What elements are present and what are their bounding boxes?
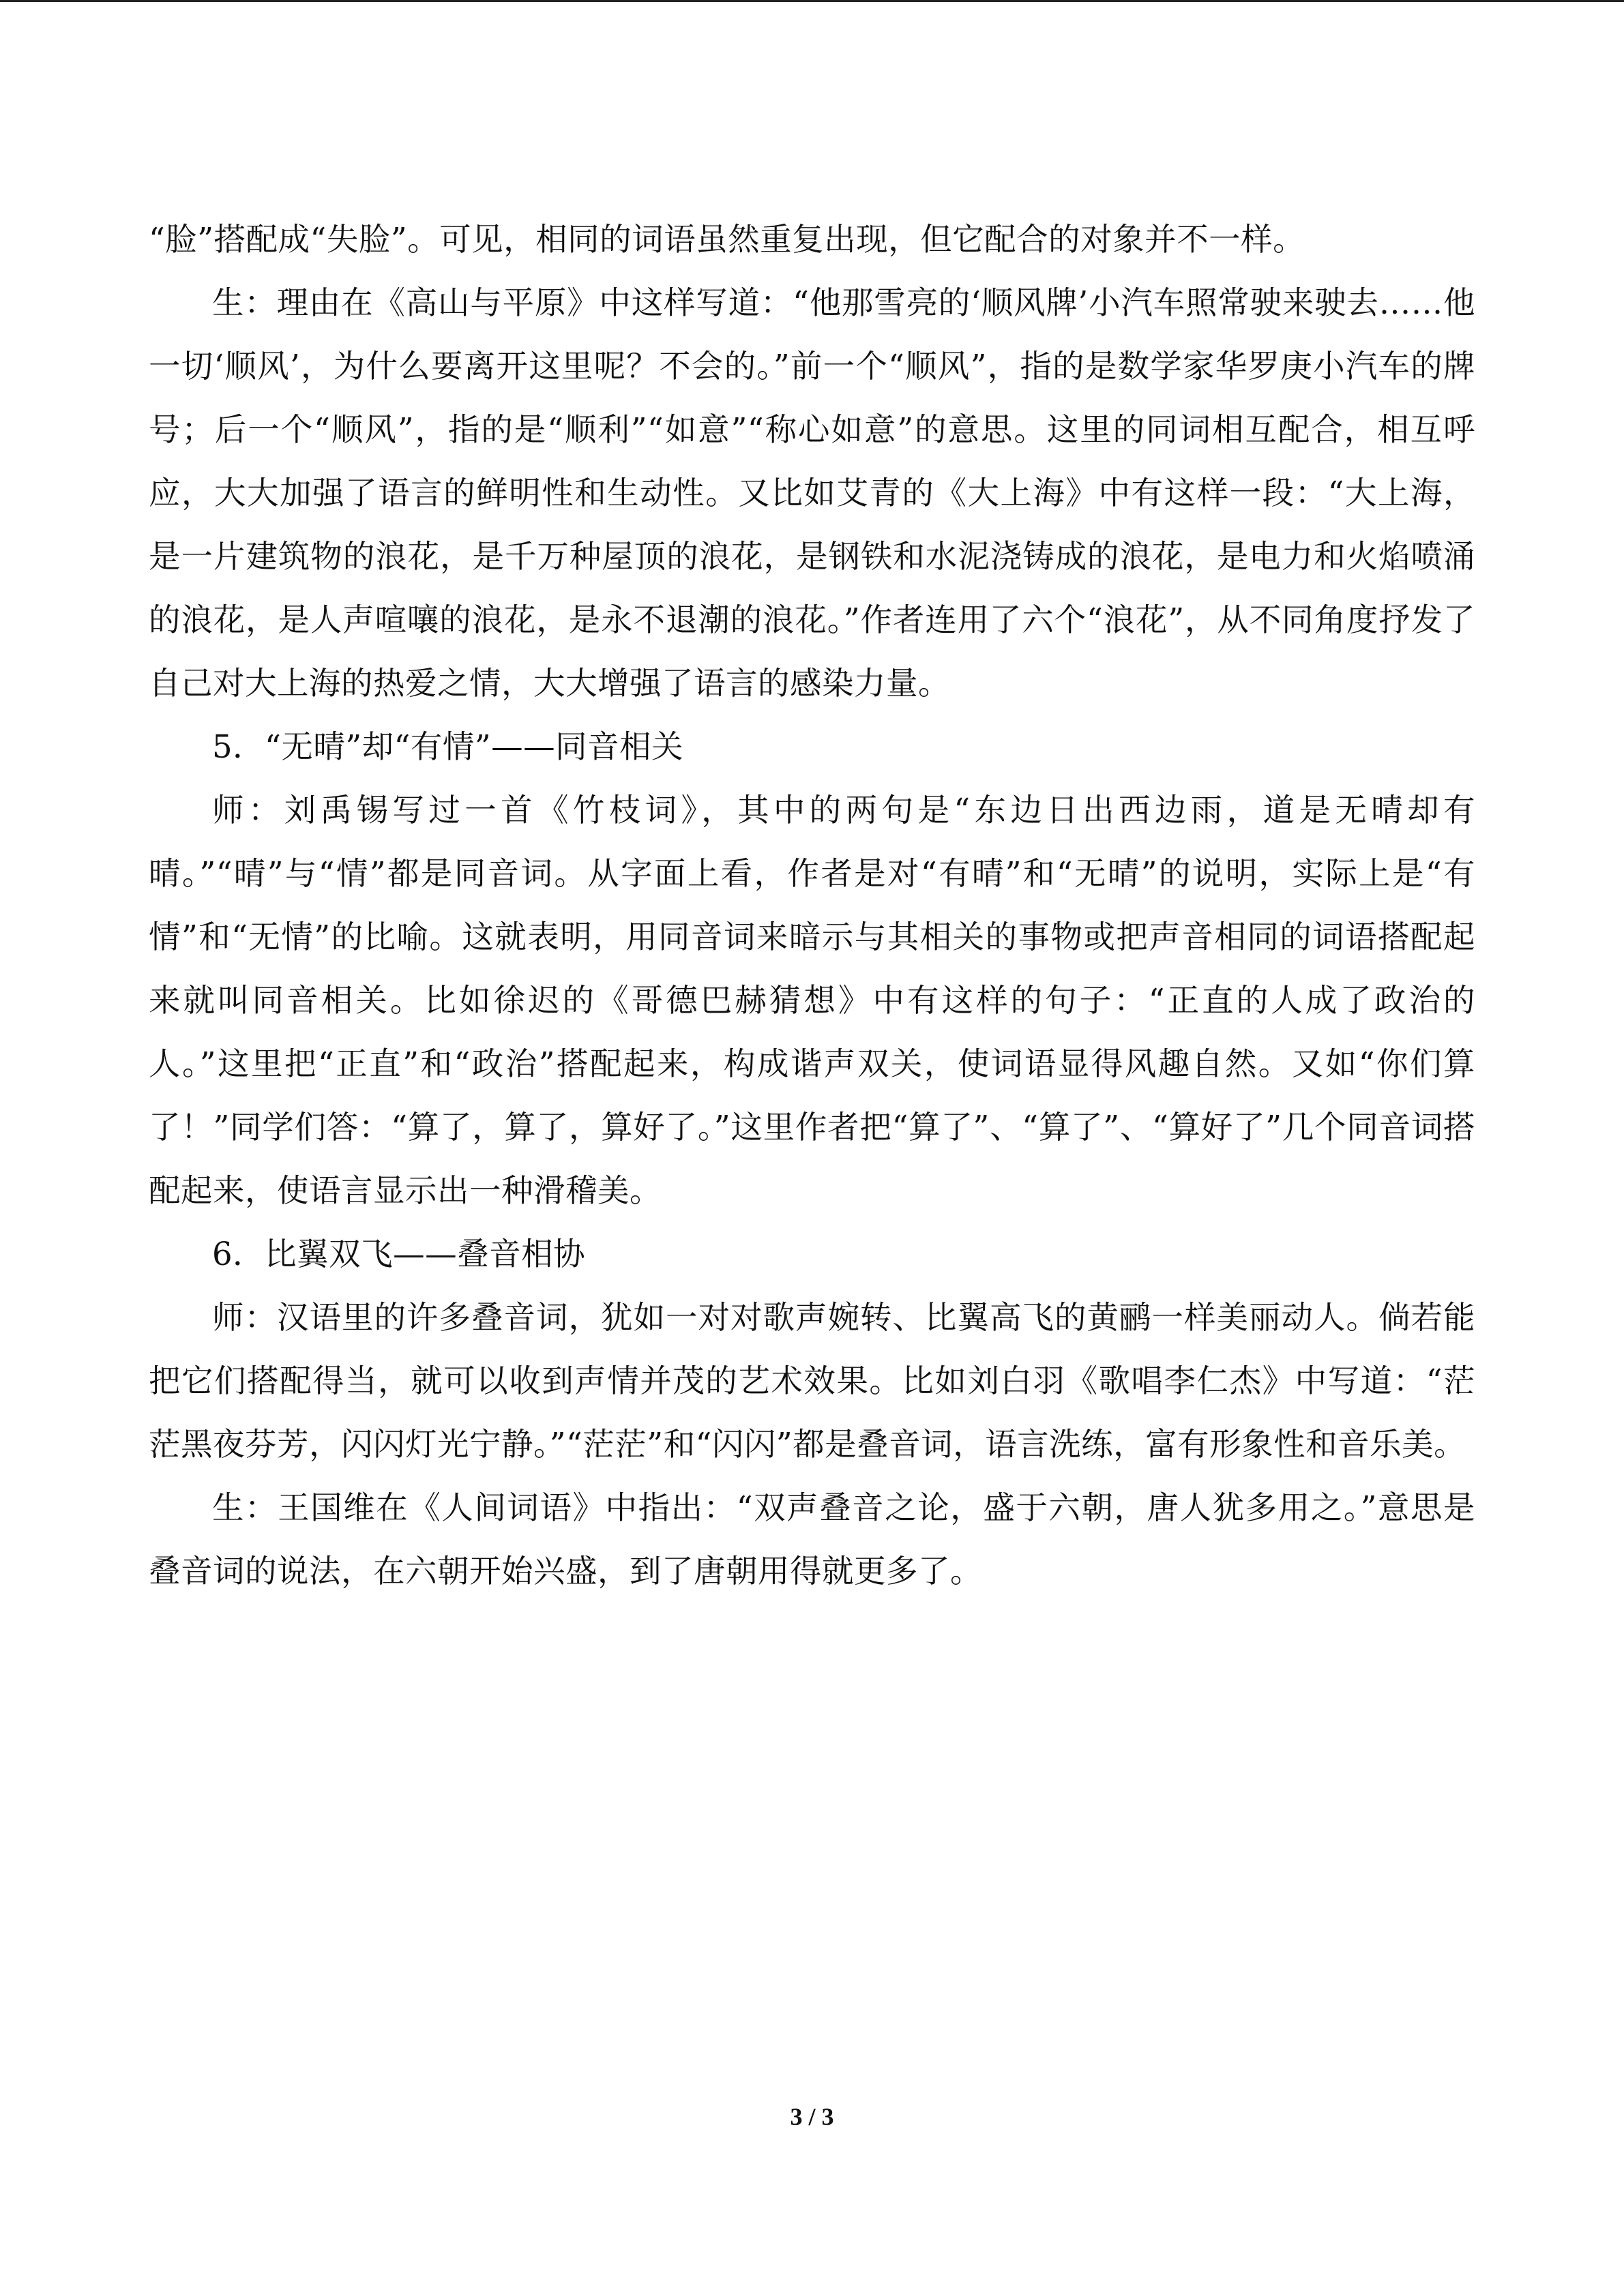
section-heading-6: 6．比翼双飞——叠音相协: [212, 1236, 586, 1272]
section-heading-5: 5．“无晴”却“有情”——同音相关: [212, 728, 684, 765]
document-body: [149, 208, 1475, 1603]
paragraph-continuation: “脸”搭配成“失脸”。可见，相同的词语虽然重复出现，但它配合的对象并不一样。: [149, 221, 1305, 258]
paragraph-student-shunfeng: 生：理由在《高山与平原》中这样写道：“他那雪亮的‘顺风牌’小汽车照常驶来驶去……他一切‘顺风’，为什么要离开这里呢？不会的。”前一个“顺风”，指的是数学家华罗庚小汽车的牌号；后一个“顺风”，指的是“顺利”“如意”“称心如意”的意思。这里的同词相互配合，相互呼应，大大加强了语言的鲜明性和生动性。又比如艾青的《大上海》中有这样一段：“大上海，是一片建筑物的浪花，是千万种屋顶的浪花，是钢铁和水泥浇铸成的浪花，是电力和火焰喷涌的浪花，是人声喧嚷的浪花，是永不退潮的浪花。”作者连用了六个“浪花”，从不同角度抒发了自己对大上海的热爱之情，大大增强了语言的感染力量。: [149, 284, 1475, 702]
paragraph-student-wang-guowei: 生：王国维在《人间词语》中指出：“双声叠音之论，盛于六朝，唐人犹多用之。”意思是叠音词的说法，在六朝开始兴盛，到了唐朝用得就更多了。: [149, 1489, 1475, 1590]
paragraph-teacher-reduplication: 师：汉语里的许多叠音词，犹如一对对歌声婉转、比翼高飞的黄鹂一样美丽动人。倘若能把它们搭配得当，就可以收到声情并茂的艺术效果。比如刘白羽《歌唱李仁杰》中写道：“茫茫黑夜芬芳，闪闪灯光宁静。”“茫茫”和“闪闪”都是叠音词，语言洗练，富有形象性和音乐美。: [149, 1299, 1475, 1463]
paragraph-teacher-homophones: 师：刘禹锡写过一首《竹枝词》，其中的两句是“东边日出西边雨，道是无晴却有晴。”“晴”与“情”都是同音词。从字面上看，作者是对“有晴”和“无晴”的说明，实际上是“有情”和“无情”的比喻。这就表明，用同音词来暗示与其相关的事物或把声音相同的词语搭配起来就叫同音相关。比如徐迟的《哥德巴赫猜想》中有这样的句子：“正直的人成了政治的人。”这里把“正直”和“政治”搭配起来，构成谐声双关，使词语显得风趣自然。又如“你们算了！”同学们答：“算了，算了，算好了。”这里作者把“算了”、“算了”、“算好了”几个同音词搭配起来，使语言显示出一种滑稽美。: [149, 792, 1475, 1209]
page-number: 3 / 3: [790, 2103, 834, 2130]
top-border-line: [0, 0, 1624, 2]
